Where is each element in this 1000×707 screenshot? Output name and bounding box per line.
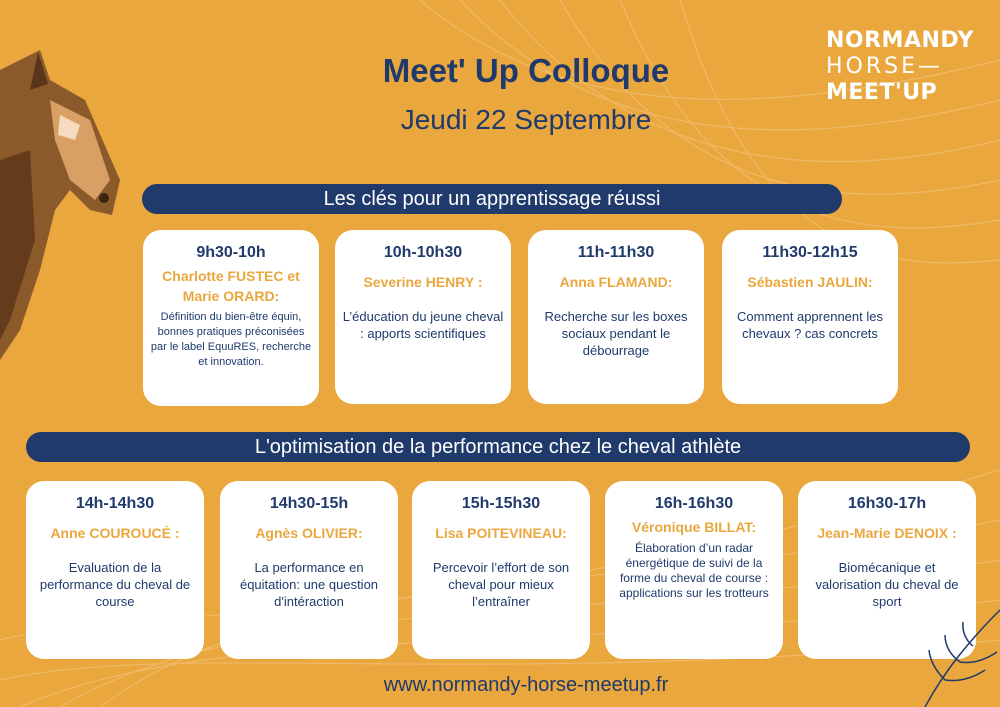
session-time: 10h-10h30 bbox=[383, 244, 463, 261]
session-speaker: Severine HENRY : bbox=[363, 274, 483, 290]
session-speaker: Anna FLAMAND: bbox=[559, 274, 673, 290]
session-topic: Définition du bien-être équin, bonnes pratiques préconisées par le label EquuRES, recherche et innovation. bbox=[150, 311, 312, 368]
session-card bbox=[722, 230, 898, 404]
session-speaker: Lisa POITEVINEAU: bbox=[435, 525, 567, 541]
session-speaker: Sébastien JAULIN: bbox=[747, 274, 873, 290]
section2-banner: L'optimisation de la performance chez le cheval athlète bbox=[26, 432, 970, 462]
session-card bbox=[605, 481, 783, 659]
session-speaker: Anne COUROUCÉ : bbox=[50, 525, 180, 541]
page-title: Meet' Up Colloque bbox=[382, 52, 670, 89]
session-topic: Biomécanique et valorisation du cheval de sport bbox=[815, 560, 959, 609]
session-card bbox=[528, 230, 704, 404]
session-card bbox=[335, 230, 511, 404]
session-time: 15h-15h30 bbox=[461, 495, 541, 512]
session-speaker: Charlotte FUSTEC et Marie ORARD: bbox=[162, 268, 300, 304]
session-topic: Percevoir l’effort de son cheval pour mieux l’entraîner bbox=[432, 560, 570, 609]
session-topic: Comment apprennent les chevaux ? cas concrets bbox=[737, 309, 883, 341]
session-card bbox=[412, 481, 590, 659]
session-card bbox=[220, 481, 398, 659]
session-topic: Élaboration d’un radar énergétique de suivi de la forme du cheval de course : applications sur les trotteurs bbox=[619, 541, 769, 600]
session-card bbox=[26, 481, 204, 659]
session-time: 11h-11h30 bbox=[577, 244, 655, 261]
session-speaker: Véronique BILLAT: bbox=[631, 519, 757, 535]
session-speaker: Agnès OLIVIER: bbox=[255, 525, 363, 541]
session-time: 11h30-12h15 bbox=[762, 244, 858, 261]
session-time: 9h30-10h bbox=[196, 244, 266, 261]
logo-line2: HORSE— bbox=[826, 54, 944, 79]
session-topic: Recherche sur les boxes sociaux pendant le débourrage bbox=[544, 309, 688, 358]
logo-line3: MEET'UP bbox=[826, 80, 938, 105]
session-card bbox=[143, 230, 319, 406]
session-time: 14h30-15h bbox=[269, 495, 349, 512]
website-link[interactable]: www.normandy-horse-meetup.fr bbox=[383, 674, 669, 696]
session-speaker: Jean-Marie DENOIX : bbox=[817, 525, 957, 541]
section1-banner: Les clés pour un apprentissage réussi bbox=[142, 184, 842, 214]
session-time: 16h-16h30 bbox=[654, 495, 734, 512]
session-topic: L’éducation du jeune cheval : apports scientifiques bbox=[342, 309, 504, 341]
session-topic: Evaluation de la performance du cheval de course bbox=[39, 560, 191, 609]
session-time: 14h-14h30 bbox=[75, 495, 155, 512]
session-topic: La performance en équitation: une question d'intéraction bbox=[239, 560, 379, 609]
logo-line1: NORMANDY bbox=[826, 28, 974, 53]
page-subtitle: Jeudi 22 Septembre bbox=[400, 104, 652, 135]
session-time: 16h30-17h bbox=[847, 495, 927, 512]
